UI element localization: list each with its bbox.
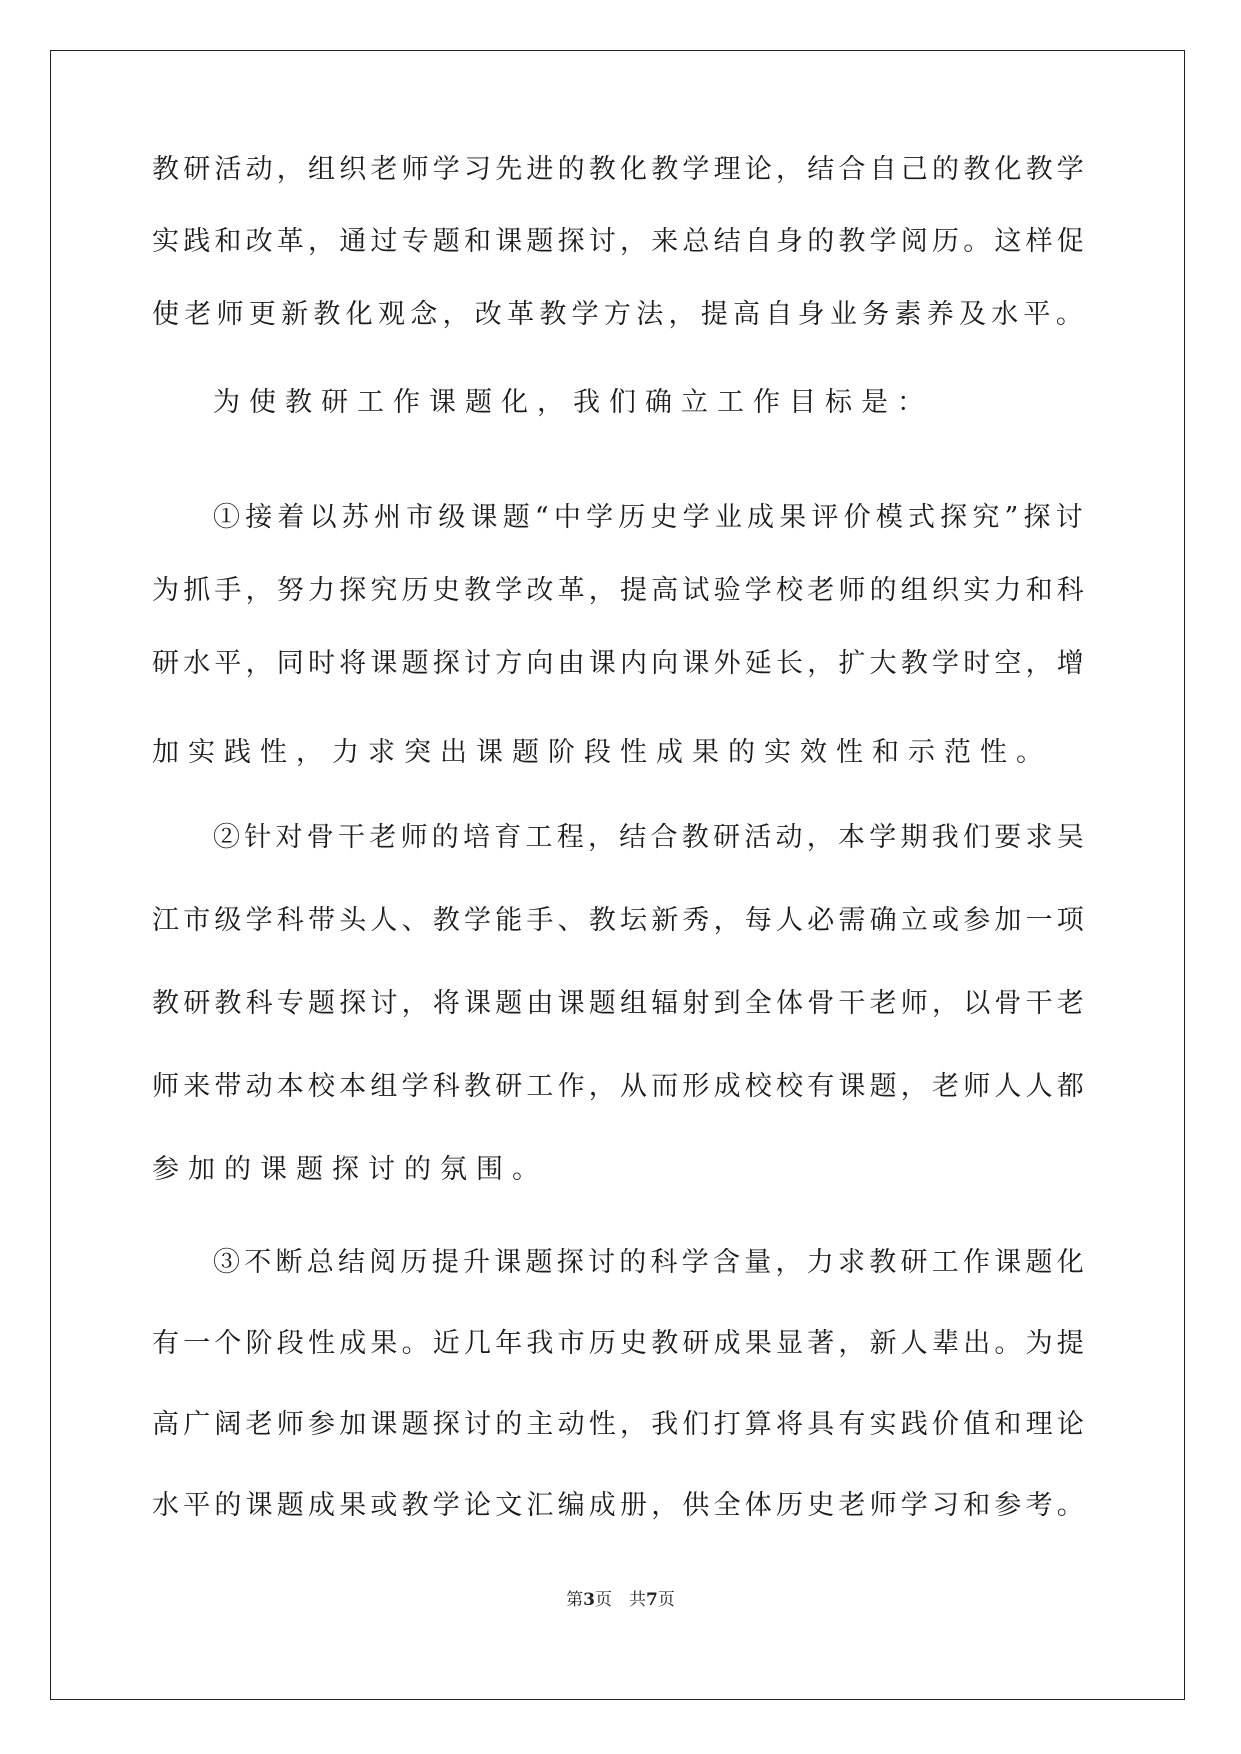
- text-line: 研水平，同时将课题探讨方向由课内向课外延长，扩大教学时空，增: [152, 648, 1088, 679]
- text-line: ①接着以苏州市级课题“中学历史学业成果评价模式探究”探讨: [213, 502, 1088, 533]
- page-label-prefix: 第: [566, 1590, 584, 1610]
- total-page-number: 7: [646, 1590, 658, 1610]
- text-line: 师来带动本校本组学科教研工作，从而形成校校有课题，老师人人都: [152, 1071, 1088, 1102]
- text-line: 江市级学科带头人、教学能手、教坛新秀，每人必需确立或参加一项: [152, 905, 1088, 936]
- text-line: 教研活动，组织老师学习先进的教化教学理论，结合自己的教化教学: [152, 154, 1088, 185]
- page-label-suffix: 页: [657, 1590, 675, 1610]
- page-label-mid: 页 共: [595, 1590, 646, 1610]
- current-page-number: 3: [583, 1590, 595, 1610]
- text-line: ③不断总结阅历提升课题探讨的科学含量，力求教研工作课题化: [213, 1247, 1088, 1278]
- text-line: 水平的课题成果或教学论文汇编成册，供全体历史老师学习和参考。: [152, 1490, 1088, 1521]
- text-line: 加实践性，力求突出课题阶段性成果的实效性和示范性。: [152, 737, 1052, 768]
- text-line: 使老师更新教化观念，改革教学方法，提高自身业务素养及水平。: [152, 299, 1089, 330]
- page-footer: [0, 1586, 1241, 1614]
- text-line: 参加的课题探讨的氛围。: [152, 1154, 548, 1185]
- text-line: 为抓手，努力探究历史教学改革，提高试验学校老师的组织实力和科: [152, 575, 1088, 606]
- text-line: 教研教科专题探讨，将课题由课题组辐射到全体骨干老师，以骨干老: [152, 988, 1088, 1019]
- text-line: 实践和改革，通过专题和课题探讨，来总结自身的教学阅历。这样促: [152, 226, 1088, 257]
- text-line: ②针对骨干老师的培育工程，结合教研活动，本学期我们要求吴: [213, 822, 1088, 853]
- text-line: 有一个阶段性成果。近几年我市历史教研成果显著，新人辈出。为提: [152, 1328, 1088, 1359]
- text-line: 为使教研工作课题化，我们确立工作目标是：: [213, 387, 933, 418]
- text-line: 高广阔老师参加课题探讨的主动性，我们打算将具有实践价值和理论: [152, 1409, 1088, 1440]
